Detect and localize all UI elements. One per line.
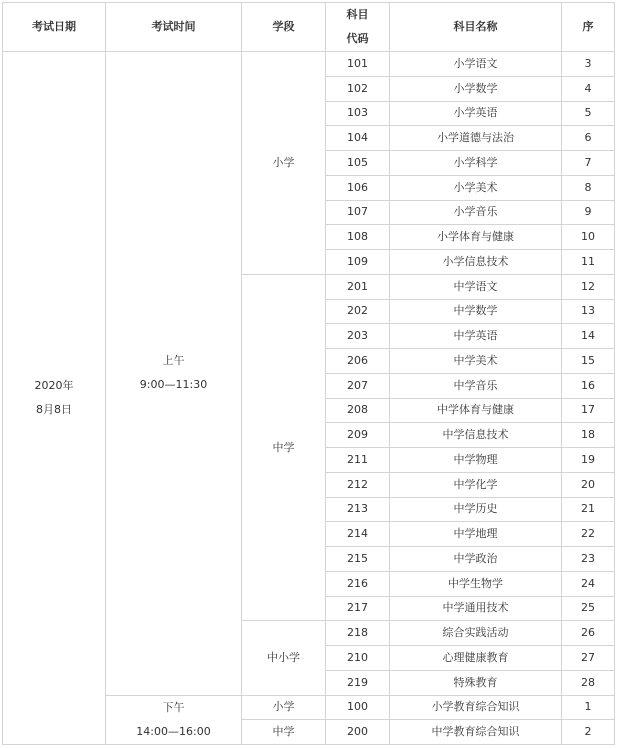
subject-code: 212	[326, 472, 390, 497]
subject-name: 中学音乐	[390, 373, 562, 398]
subject-order: 21	[562, 497, 615, 522]
subject-order: 18	[562, 423, 615, 448]
subject-name: 中学物理	[390, 448, 562, 473]
subject-order: 28	[562, 670, 615, 695]
subject-name: 心理健康教育	[390, 646, 562, 671]
subject-name: 小学英语	[390, 101, 562, 126]
morning-time: 9:00—11:30	[139, 378, 208, 392]
subject-code: 208	[326, 398, 390, 423]
header-code-line2: 代码	[346, 32, 369, 45]
subject-order: 13	[562, 299, 615, 324]
subject-name: 综合实践活动	[390, 621, 562, 646]
header-level: 学段	[242, 3, 326, 52]
subject-code: 209	[326, 423, 390, 448]
subject-code: 100	[326, 695, 390, 720]
subject-code: 202	[326, 299, 390, 324]
subject-order: 3	[562, 52, 615, 77]
subject-code: 219	[326, 670, 390, 695]
subject-code: 210	[326, 646, 390, 671]
subject-code: 201	[326, 274, 390, 299]
subject-name: 小学科学	[390, 151, 562, 176]
subject-name: 中学信息技术	[390, 423, 562, 448]
subject-name: 中学教育综合知识	[390, 720, 562, 745]
subject-order: 25	[562, 596, 615, 621]
afternoon-time-cell	[106, 695, 242, 745]
subject-order: 12	[562, 274, 615, 299]
subject-order: 23	[562, 547, 615, 572]
subject-order: 11	[562, 250, 615, 275]
subject-name: 小学数学	[390, 76, 562, 101]
subject-name: 中学通用技术	[390, 596, 562, 621]
subject-code: 207	[326, 373, 390, 398]
afternoon-label: 下午	[162, 700, 185, 714]
subject-code: 101	[326, 52, 390, 77]
subject-order: 24	[562, 571, 615, 596]
subject-code: 103	[326, 101, 390, 126]
level-afternoon-middle: 中学	[242, 720, 326, 745]
level-afternoon-primary: 小学	[242, 695, 326, 720]
subject-order: 8	[562, 175, 615, 200]
subject-code: 102	[326, 76, 390, 101]
exam-date-cell	[3, 52, 106, 745]
header-row	[3, 3, 615, 52]
subject-order: 26	[562, 621, 615, 646]
subject-code: 107	[326, 200, 390, 225]
header-subject: 科目名称	[390, 3, 562, 52]
subject-order: 14	[562, 324, 615, 349]
subject-name: 中学地理	[390, 522, 562, 547]
subject-code: 200	[326, 720, 390, 745]
subject-code: 203	[326, 324, 390, 349]
subject-order: 4	[562, 76, 615, 101]
subject-order: 22	[562, 522, 615, 547]
subject-code: 108	[326, 225, 390, 250]
subject-code: 106	[326, 175, 390, 200]
subject-order: 19	[562, 448, 615, 473]
subject-name: 小学音乐	[390, 200, 562, 225]
exam-date-line2: 8月8日	[36, 403, 72, 416]
subject-name: 中学生物学	[390, 571, 562, 596]
subject-code: 214	[326, 522, 390, 547]
afternoon-time: 14:00—16:00	[136, 724, 211, 738]
subject-name: 中学语文	[390, 274, 562, 299]
subject-order: 17	[562, 398, 615, 423]
header-date: 考试日期	[3, 3, 106, 52]
subject-code: 215	[326, 547, 390, 572]
morning-time-cell	[106, 52, 242, 696]
subject-code: 206	[326, 349, 390, 374]
subject-order: 2	[562, 720, 615, 745]
subject-name: 小学教育综合知识	[390, 695, 562, 720]
subject-code: 104	[326, 126, 390, 151]
header-code-line1: 科目	[346, 8, 369, 21]
subject-order: 5	[562, 101, 615, 126]
subject-order: 6	[562, 126, 615, 151]
subject-order: 9	[562, 200, 615, 225]
subject-code: 213	[326, 497, 390, 522]
level-primary: 小学	[242, 52, 326, 275]
subject-name: 中学美术	[390, 349, 562, 374]
subject-name: 小学语文	[390, 52, 562, 77]
subject-code: 216	[326, 571, 390, 596]
subject-name: 小学信息技术	[390, 250, 562, 275]
header-order: 序	[562, 3, 615, 52]
subject-name: 小学美术	[390, 175, 562, 200]
subject-name: 中学化学	[390, 472, 562, 497]
subject-order: 7	[562, 151, 615, 176]
exam-date-line1: 2020年	[34, 379, 74, 392]
level-both: 中小学	[242, 621, 326, 695]
subject-order: 20	[562, 472, 615, 497]
subject-code: 217	[326, 596, 390, 621]
subject-code: 109	[326, 250, 390, 275]
subject-order: 16	[562, 373, 615, 398]
morning-label: 上午	[162, 354, 185, 368]
subject-code: 218	[326, 621, 390, 646]
subject-name: 特殊教育	[390, 670, 562, 695]
subject-name: 中学英语	[390, 324, 562, 349]
subject-code: 211	[326, 448, 390, 473]
subject-name: 中学政治	[390, 547, 562, 572]
subject-order: 10	[562, 225, 615, 250]
level-middle: 中学	[242, 274, 326, 621]
subject-code: 105	[326, 151, 390, 176]
subject-order: 15	[562, 349, 615, 374]
table-row	[3, 52, 615, 77]
subject-name: 小学道德与法治	[390, 126, 562, 151]
subject-name: 中学体育与健康	[390, 398, 562, 423]
header-time: 考试时间	[106, 3, 242, 52]
subject-name: 中学数学	[390, 299, 562, 324]
subject-order: 1	[562, 695, 615, 720]
subject-order: 27	[562, 646, 615, 671]
subject-name: 小学体育与健康	[390, 225, 562, 250]
exam-schedule-table	[2, 2, 615, 745]
subject-name: 中学历史	[390, 497, 562, 522]
header-code	[326, 3, 390, 52]
